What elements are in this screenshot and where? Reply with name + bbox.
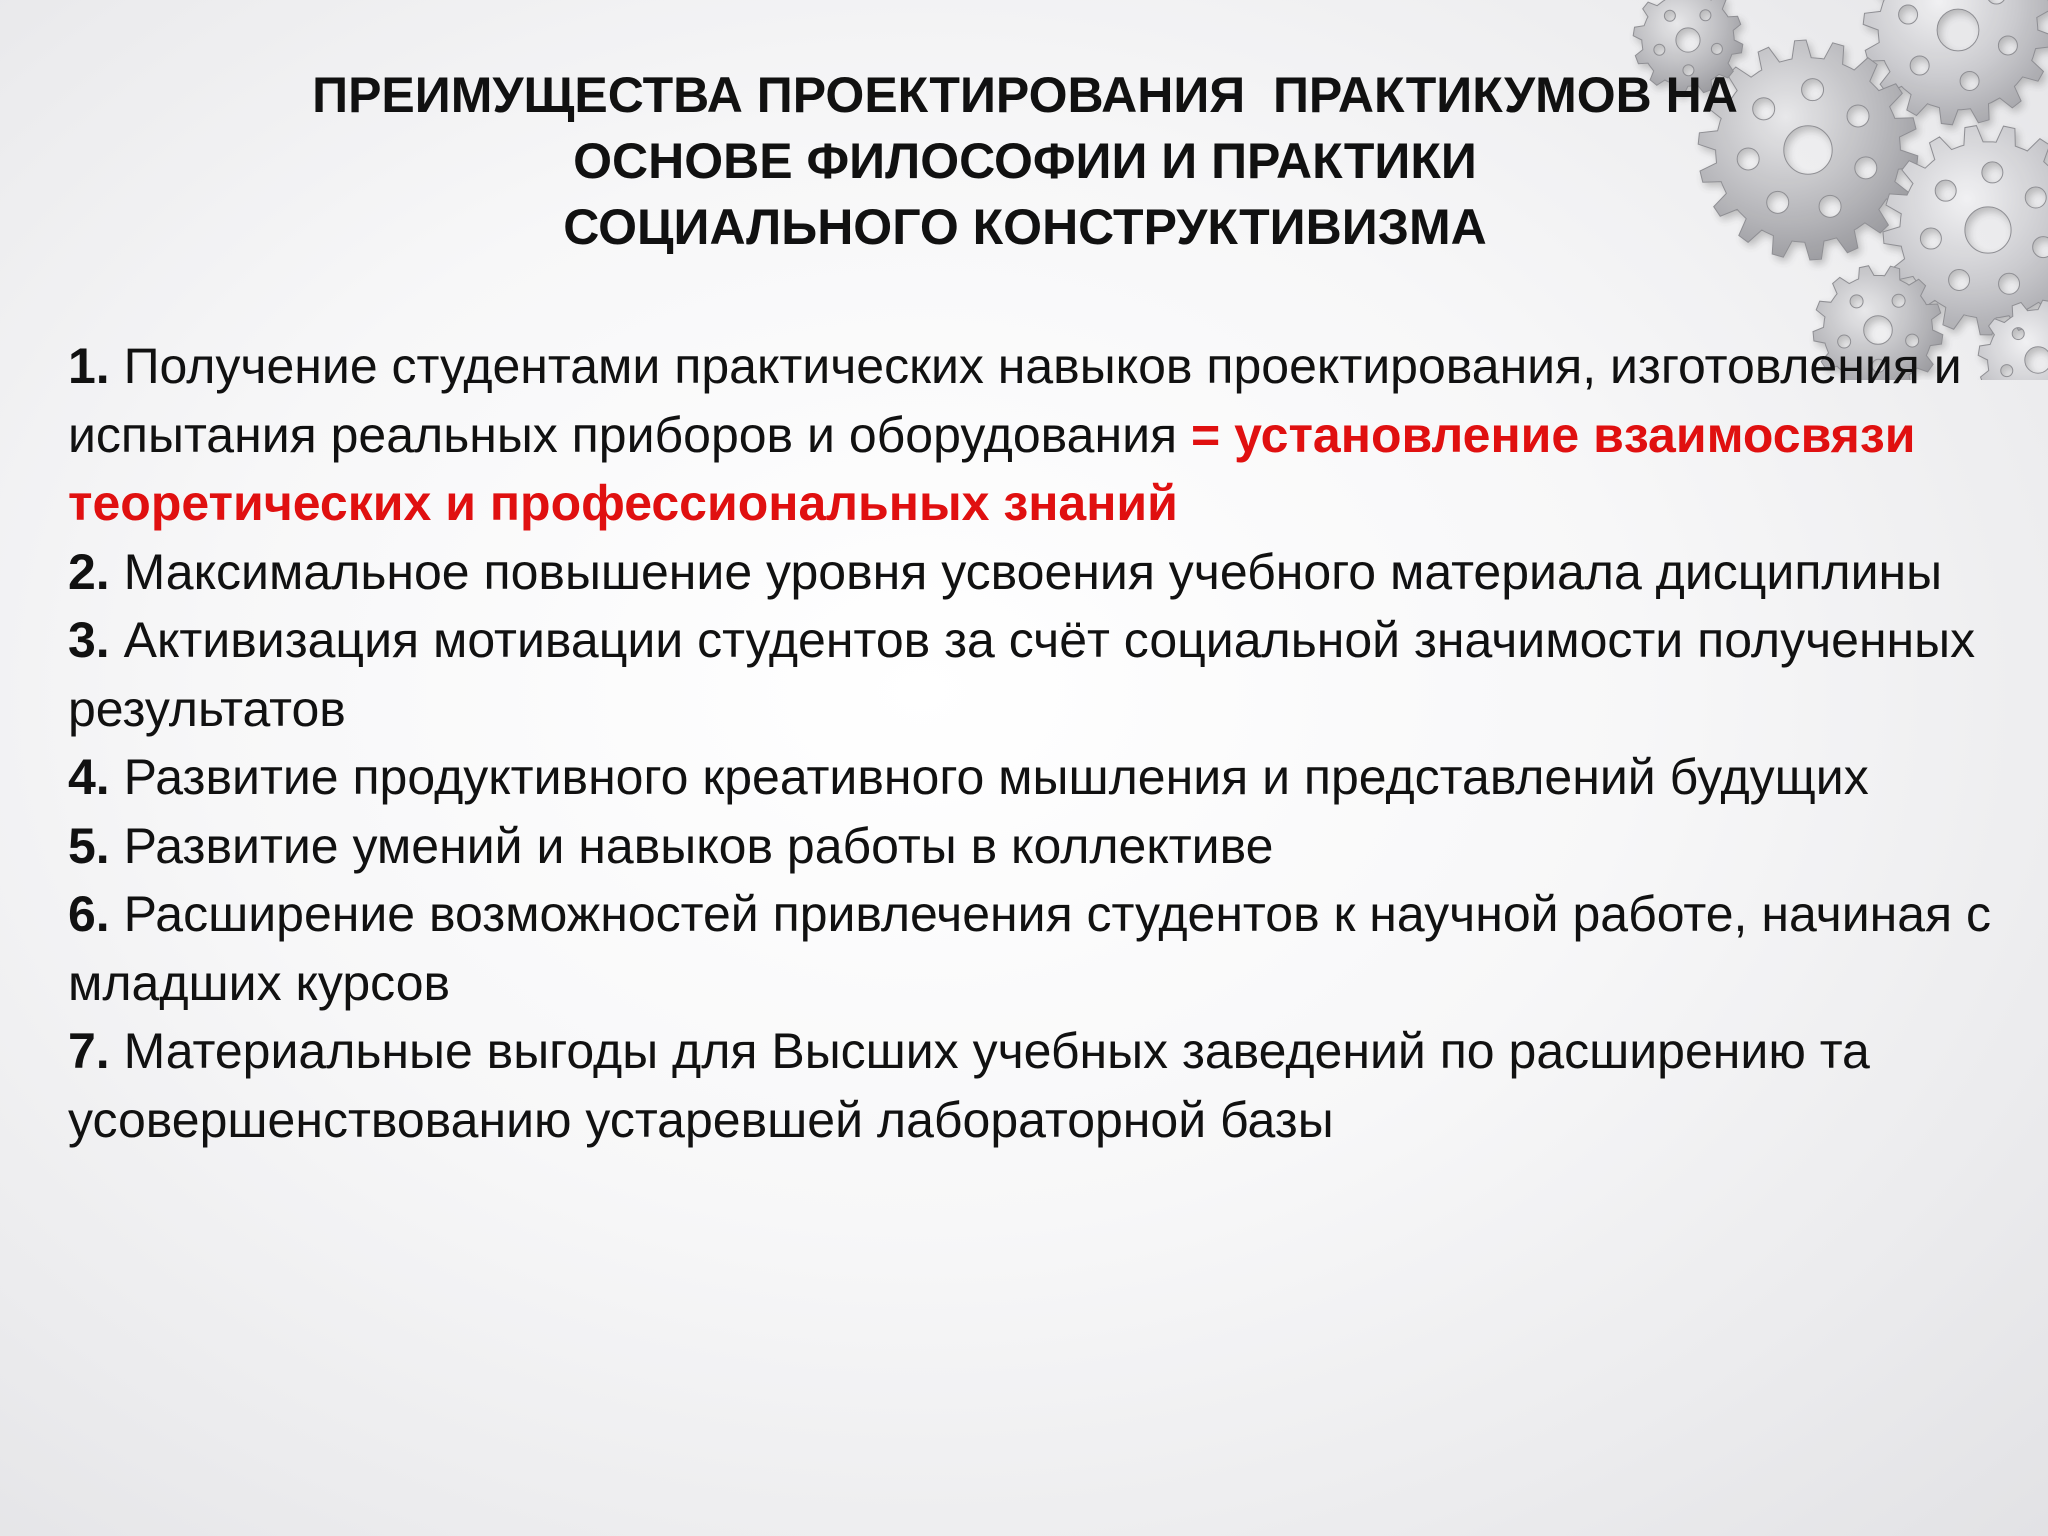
item-number: 2. (68, 543, 110, 600)
list-item (68, 743, 2008, 812)
item-number: 1. (68, 338, 110, 394)
item-text: Активизация мотивации студентов за счёт социальной значимости полученных результатов (68, 612, 1976, 737)
item-text: Расширение возможностей привлечения студентов к научной работе, начиная с младших курсов (68, 886, 1992, 1011)
slide-title (160, 62, 1890, 260)
item-text: Материальные выгоды для Высших учебных заведений по расширению та усовершенствованию устаревшей лабораторной базы (68, 1023, 1870, 1148)
list-item (68, 1017, 2008, 1154)
item-text: Развитие умений и навыков работы в коллективе (109, 817, 1274, 874)
item-number: 5. (68, 817, 110, 874)
title-line-1: ПРЕИМУЩЕСТВА ПРОЕКТИРОВАНИЯ ПРАКТИКУМОВ НА (312, 67, 1738, 123)
list-item (68, 332, 2008, 538)
item-text: Получение студентами практических навыков проектирования, изготовления и испытания реальных приборов и оборудования (68, 338, 1962, 463)
list-item (68, 880, 2008, 1017)
list-item (68, 812, 2008, 881)
title-line-3: СОЦИАЛЬНОГО КОНСТРУКТИВИЗМА (563, 199, 1487, 255)
list-item (68, 538, 2008, 607)
item-text: Максимальное повышение уровня усвоения учебного материала дисциплины (109, 543, 1943, 600)
advantages-list (68, 332, 2008, 1154)
item-number: 6. (68, 886, 110, 942)
item-number: 7. (68, 1023, 110, 1079)
item-number: 4. (68, 749, 110, 805)
item-text: Развитие продуктивного креативного мышления и представлений будущих (109, 749, 1869, 805)
list-item (68, 606, 2008, 743)
item-highlight: = установление взаимосвязи теоретических и профессиональных знаний (68, 406, 1916, 531)
item-number: 3. (68, 612, 110, 668)
title-line-2: ОСНОВЕ ФИЛОСОФИИ И ПРАКТИКИ (573, 133, 1477, 189)
